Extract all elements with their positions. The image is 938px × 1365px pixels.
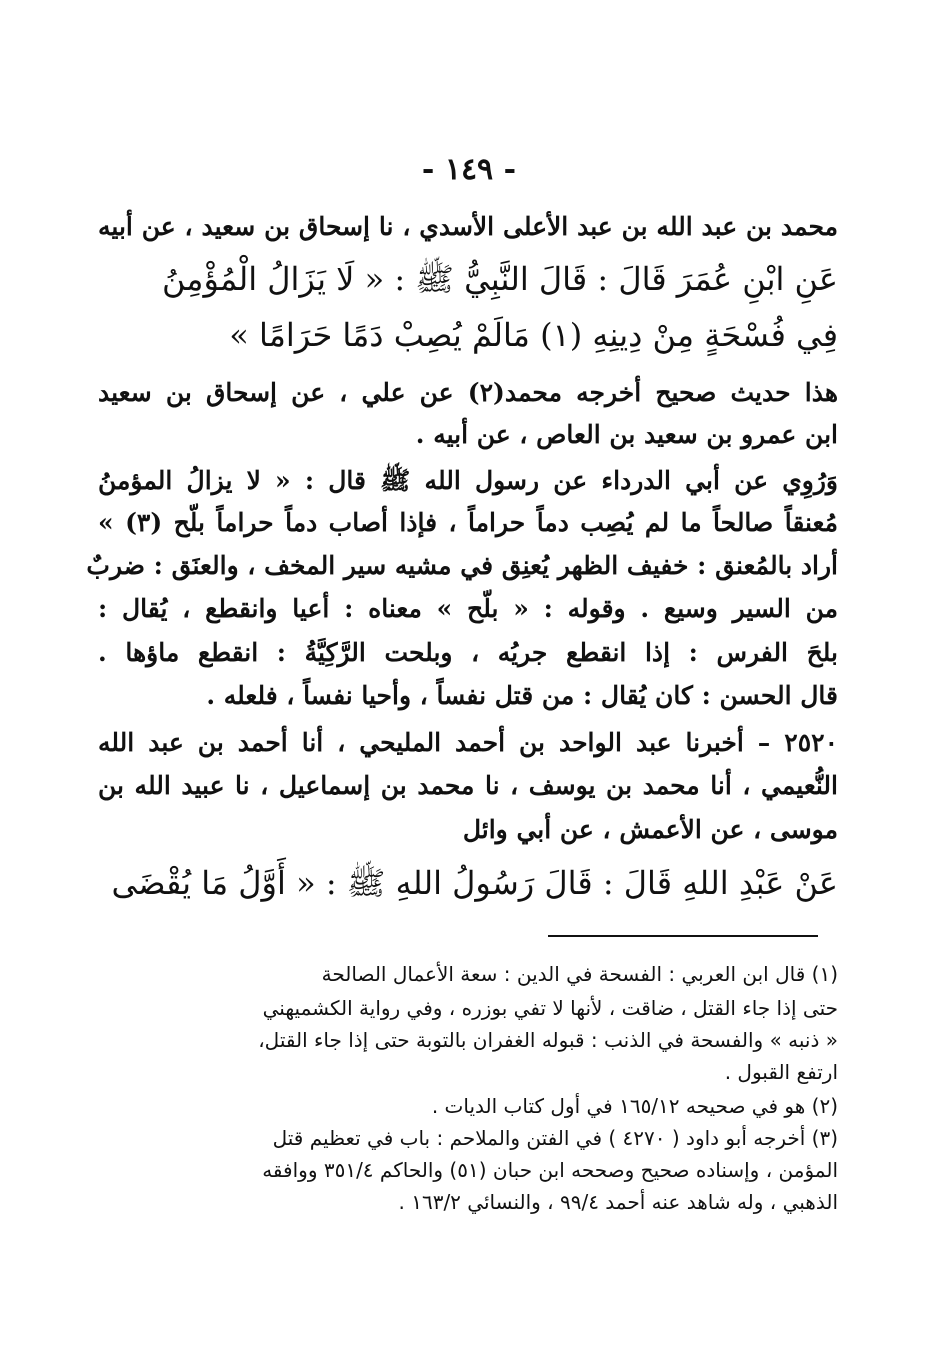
text-line-8: بلحَ الفرس : إذا انقطع جريُه ، وبلحت الرَّكِيَّةُ : انقطع ماؤها .	[98, 638, 838, 667]
text-line-9: قال الحسن : كان يُقال : من قتل نفساً ، وأحيا نفساً ، فلعله .	[206, 681, 838, 710]
hadith-line-2: فِي فُسْحَةٍ مِنْ دِينِهِ (١) مَالَمْ يُصِبْ دَمًا حَرَامًا »	[229, 316, 838, 354]
hadith-line-1: عَنِ ابْنِ عُمَرَ قَالَ : قَالَ النَّبِيُّ ﷺ : « لَا يَزَالُ الْمُؤْمِنُ	[161, 260, 838, 298]
footnote-3-line-3: الذهبي ، وله شاهد عنه أحمد ٩٩/٤ ، والنسائي ١٦٣/٢ .	[398, 1190, 838, 1214]
footnote-1-line-4: ارتفع القبول .	[724, 1060, 838, 1084]
text-line-1: محمد بن عبد الله بن عبد الأعلى الأسدي ، نا إسحاق بن سعيد ، عن أبيه	[98, 212, 838, 241]
page-number: - ١٤٩ -	[421, 152, 517, 187]
text-line-3: ابن عمرو بن سعيد بن العاص ، عن أبيه .	[415, 420, 838, 449]
footnote-1-line-1: (١) قال ابن العربي : الفسحة في الدين : سعة الأعمال الصالحة	[321, 962, 838, 986]
footnote-separator	[548, 935, 818, 937]
text-line-10: النُّعيمي ، أنا محمد بن يوسف ، نا محمد بن إسماعيل ، نا عبيد الله بن	[98, 771, 838, 800]
footnote-1-line-2: حتى إذا جاء القتل ، ضاقت ، لأنها لا تفي بوزره ، وفي رواية الكشميهني	[262, 996, 838, 1020]
text-line-4: وَرُوِي عن أبي الدرداء عن رسول الله ﷺ قال : « لا يزالُ المؤمنُ	[98, 466, 838, 495]
text-line-7: من السير وسيع . وقوله : « بلّح » معناه : أعيا وانقطع ، يُقال :	[98, 594, 838, 623]
footnote-3-line-2: المؤمن ، وإسناده صحيح وصححه ابن حبان (٥١) والحاكم ٣٥١/٤ ووافقه	[262, 1158, 838, 1182]
text-line-11: موسى ، عن الأعمش ، عن أبي وائل	[462, 815, 838, 844]
text-line-5: مُعنقاً صالحاً ما لم يُصِب دماً حراماً ، فإذا أصاب دماً حراماً بلّح (٣) »	[98, 508, 838, 537]
hadith-number-line: ٢٥٢٠ – أخبرنا عبد الواحد بن أحمد المليحي ، أنا أحمد بن عبد الله	[98, 728, 838, 757]
footnote-2: (٢) هو في صحيحه ١٦٥/١٢ في أول كتاب الديات .	[431, 1094, 838, 1118]
hadith-line-3: عَنْ عَبْدِ اللهِ قَالَ : قَالَ رَسُولُ اللهِ ﷺ : « أَوَّلُ مَا يُقْضَى	[111, 864, 838, 902]
text-line-6: أراد بالمُعنق : خفيف الظهر يُعنِق في مشيه سير المخف ، والعنَق : ضربٌ	[86, 551, 838, 580]
footnote-1-line-3: « ذنبه » والفسحة في الذنب : قبوله الغفران بالتوبة حتى إذا جاء القتل،	[258, 1028, 838, 1052]
text-line-2: هذا حديث صحيح أخرجه محمد(٢) عن علي ، عن إسحاق بن سعيد	[98, 378, 838, 407]
footnote-3-line-1: (٣) أخرجه أبو داود ( ٤٢٧٠ ) في الفتن والملاحم : باب في تعظيم قتل	[272, 1126, 838, 1150]
